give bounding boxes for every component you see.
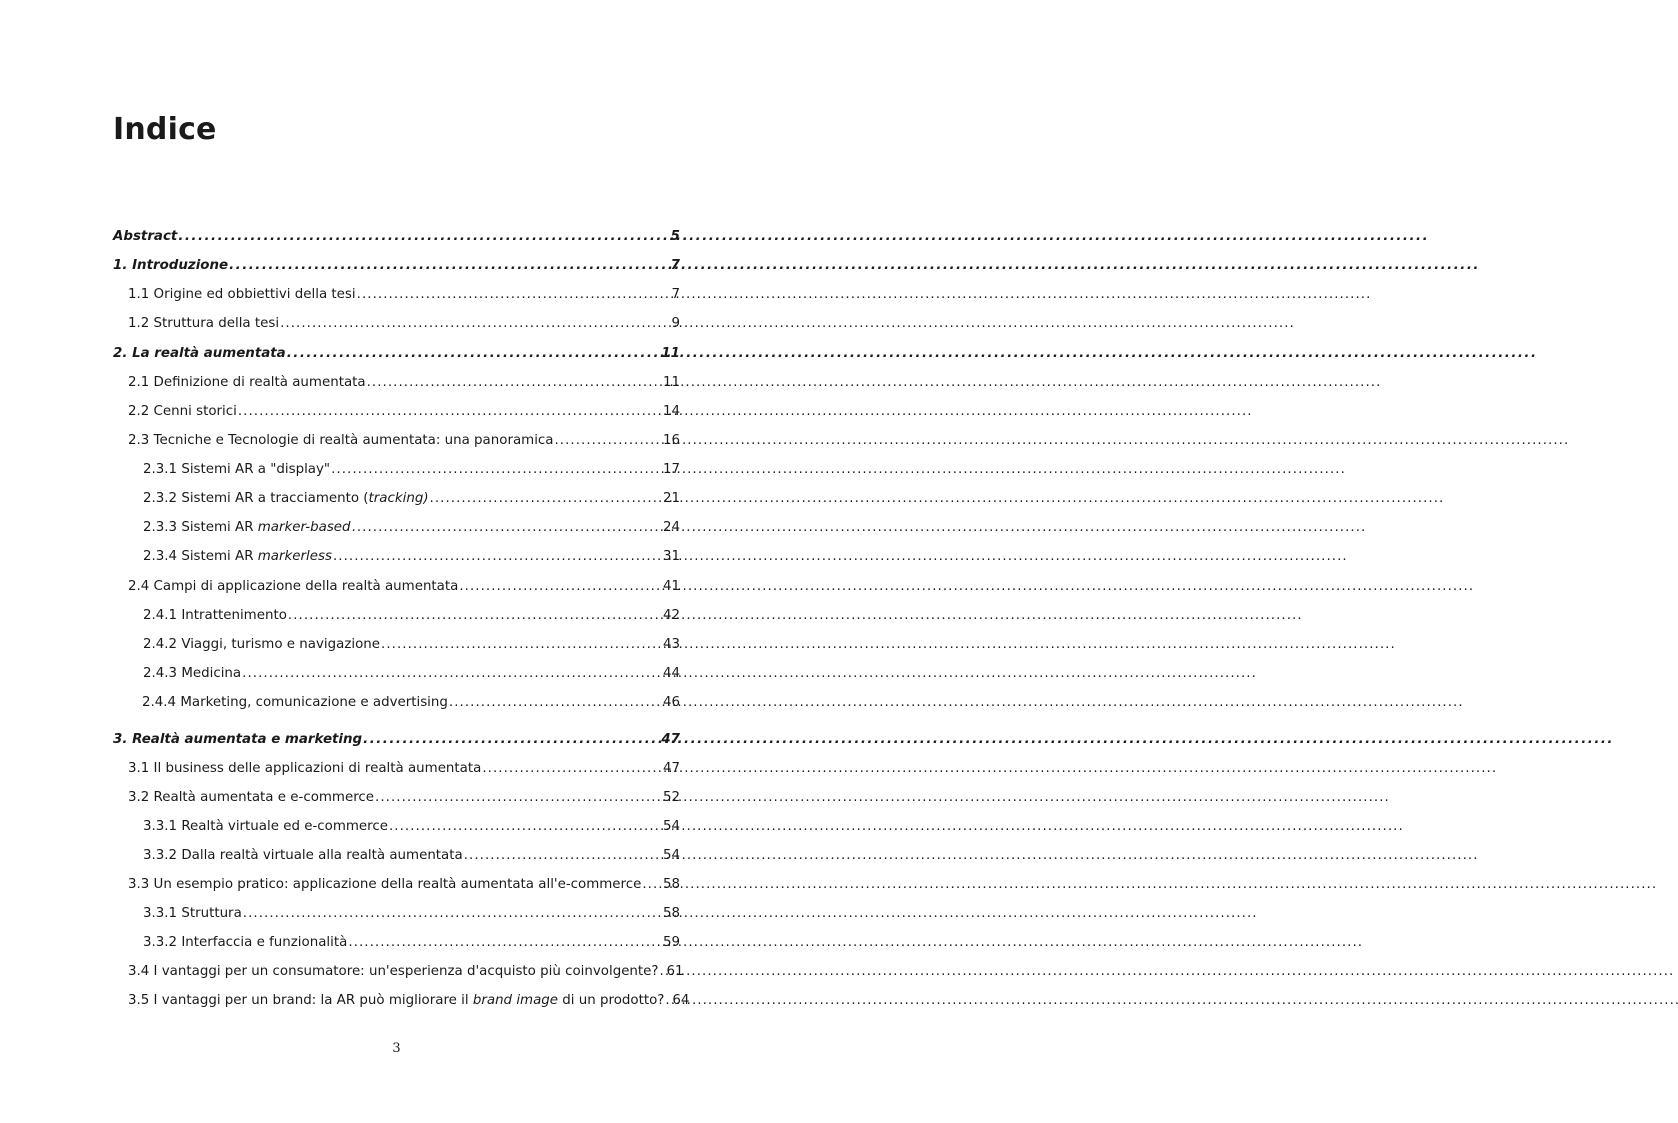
toc-entry-title	[143, 665, 241, 683]
toc-entry[interactable]	[128, 789, 680, 807]
toc-entry-title-text: 3.3.2 Interfaccia e funzionalità	[143, 935, 348, 950]
toc-entry[interactable]	[142, 694, 680, 712]
toc-entry-title	[143, 490, 429, 508]
toc-entry[interactable]	[128, 992, 690, 1010]
toc-entry-page: 14	[662, 404, 680, 419]
toc-entry-title	[143, 519, 351, 537]
toc-entry-title-text: 3.3.1 Realtà virtuale ed e-commerce	[143, 819, 388, 834]
dot-leader	[280, 315, 670, 333]
toc-entry-title-italic: marker-based	[257, 520, 351, 535]
dot-leader	[389, 818, 662, 836]
toc-entry-title	[143, 461, 330, 479]
toc-entry-title	[128, 876, 641, 894]
dot-leader	[367, 374, 662, 392]
toc-entry[interactable]	[143, 847, 680, 865]
toc-entry[interactable]	[128, 876, 680, 894]
toc-entry-title-text: 1.2 Struttura della tesi	[128, 316, 280, 331]
toc-entry[interactable]	[143, 665, 680, 683]
toc-entry[interactable]	[113, 228, 680, 246]
toc-entry-title-text: 2.1 Definizione di realtà aumentata	[128, 375, 366, 390]
toc-entry[interactable]	[128, 286, 680, 304]
toc-entry[interactable]	[143, 548, 680, 566]
toc-entry-page: 47	[661, 732, 680, 747]
toc-entry[interactable]	[128, 432, 680, 450]
toc-entry-title	[143, 934, 347, 952]
toc-entry-title-text: 2.4 Campi di applicazione della realtà aumentata	[128, 579, 459, 594]
dot-leader	[665, 992, 671, 1010]
toc-entry-title	[113, 731, 362, 749]
dot-leader	[554, 432, 661, 450]
dot-leader	[288, 607, 662, 625]
toc-entry[interactable]	[143, 461, 680, 479]
toc-entry-page: 31	[662, 549, 680, 564]
toc-entry-page: 47	[662, 761, 680, 776]
toc-entry-title	[143, 636, 380, 654]
toc-entry[interactable]	[128, 963, 684, 981]
toc-entry[interactable]	[128, 374, 680, 392]
dot-leader	[242, 665, 662, 683]
toc-entry-title-text: 2.4.1 Intrattenimento	[143, 608, 287, 623]
toc-entry-page: 17	[662, 462, 680, 477]
toc-entry[interactable]	[143, 519, 680, 537]
toc-entry[interactable]	[143, 490, 680, 508]
toc-entry[interactable]	[143, 905, 680, 923]
toc-entry-title-italic: brand image	[472, 993, 559, 1008]
dot-leader	[363, 731, 660, 749]
toc-entry-page: 46	[662, 695, 680, 710]
toc-entry-title-text: 2.3.2 Sistemi AR a tracciamento (	[143, 491, 369, 506]
toc-entry-title-text: 2.3.1 Sistemi AR a "display"	[143, 462, 331, 477]
page-number: 3	[392, 1041, 401, 1056]
dot-leader	[464, 847, 662, 865]
toc-entry-title-text: 3.3 Un esempio pratico: applicazione della realtà aumentata all'e-commerce	[128, 877, 642, 892]
toc-entry-title-text: 2.4.3 Medicina	[143, 666, 242, 681]
toc-entry-page: 5	[670, 229, 680, 244]
dot-leader	[352, 519, 662, 537]
toc-entry-title-text: Abstract	[113, 229, 178, 244]
toc-entry-title	[113, 228, 177, 246]
toc-entry[interactable]	[128, 403, 680, 421]
toc-entry-title	[128, 789, 374, 807]
toc-entry[interactable]	[128, 760, 680, 778]
toc-entry[interactable]	[128, 578, 680, 596]
dot-leader	[375, 789, 662, 807]
dot-leader	[331, 461, 662, 479]
dot-leader	[348, 934, 662, 952]
dot-leader	[449, 694, 662, 712]
toc-entry-title-text: 3.2 Realtà aumentata e e-commerce	[128, 790, 375, 805]
page-title: Indice	[113, 112, 217, 147]
toc-entry-page: 58	[662, 877, 680, 892]
toc-entry-title-text: 3. Realtà aumentata e marketing	[113, 732, 363, 747]
toc-entry-title-text: 2.4.4 Marketing, comunicazione e advertising	[142, 695, 448, 710]
toc-entry-title-text: 3.1 Il business delle applicazioni di realtà aumentata	[128, 761, 482, 776]
toc-entry-title	[128, 286, 356, 304]
toc-entry-title-text: 3.5 I vantaggi per un brand: la AR può migliorare il	[128, 993, 473, 1008]
toc-entry-title	[143, 905, 242, 923]
toc-entry-title-text: 3.3.2 Dalla realtà virtuale alla realtà aumentata	[143, 848, 463, 863]
toc-entry-title	[113, 257, 228, 275]
toc-entry[interactable]	[113, 345, 680, 363]
toc-entry-page: 61	[666, 964, 684, 979]
toc-entry-page: 54	[662, 819, 680, 834]
toc-entry-title	[143, 847, 463, 865]
dot-leader	[357, 286, 671, 304]
toc-entry-title	[128, 963, 659, 981]
toc-entry-title-text: 2.2 Cenni storici	[128, 404, 237, 419]
toc-entry-title-text: 2.3.3 Sistemi AR	[143, 520, 258, 535]
toc-entry-title-italic: markerless	[257, 549, 332, 564]
dot-leader	[178, 228, 669, 246]
toc-entry-title	[128, 578, 458, 596]
dot-leader	[381, 636, 662, 654]
toc-entry-page: 52	[662, 790, 680, 805]
toc-entry[interactable]	[143, 636, 680, 654]
toc-entry-page: 59	[662, 935, 680, 950]
toc-entry-title	[113, 345, 286, 363]
toc-entry-title	[128, 992, 664, 1010]
toc-entry-title-text: 2.3.4 Sistemi AR	[143, 549, 258, 564]
toc-entry-title	[128, 315, 279, 333]
toc-entry-page: 11	[662, 375, 680, 390]
toc-entry-title	[143, 818, 388, 836]
toc-entry[interactable]	[143, 607, 680, 625]
dot-leader	[238, 403, 662, 421]
dot-leader	[287, 345, 661, 363]
toc-entry-page: 41	[662, 579, 680, 594]
toc-entry-page: 58	[662, 906, 680, 921]
toc-entry-page: 42	[662, 608, 680, 623]
dot-leader	[660, 963, 666, 981]
toc-entry-title	[128, 760, 481, 778]
toc-entry-page: 43	[662, 637, 680, 652]
toc-entry[interactable]	[143, 934, 680, 952]
toc-entry-title	[143, 548, 332, 566]
toc-entry[interactable]	[143, 818, 680, 836]
dot-leader	[482, 760, 662, 778]
toc-entry-page: 64	[672, 993, 690, 1008]
toc-entry[interactable]	[113, 731, 680, 749]
dot-leader	[459, 578, 662, 596]
toc-entry-page: 9	[671, 316, 680, 331]
toc-entry-title	[142, 694, 448, 712]
toc-entry-title-text: 2. La realtà aumentata	[113, 346, 286, 361]
toc-entry-title-text: 3.3.1 Struttura	[143, 906, 242, 921]
toc-entry-title	[143, 607, 287, 625]
toc-entry-title-text: 1.1 Origine ed obbiettivi della tesi	[128, 287, 356, 302]
toc-entry-title-text: 3.4 I vantaggi per un consumatore: un'esperienza d'acquisto più coinvolgente?	[128, 964, 659, 979]
toc-entry-title-text: 1. Introduzione	[113, 258, 229, 273]
toc-entry-page: 16	[662, 433, 680, 448]
dot-leader	[333, 548, 662, 566]
toc-entry-title	[128, 374, 366, 392]
toc-entry-page: 44	[662, 666, 680, 681]
toc-entry-title-text: 2.3 Tecniche e Tecnologie di realtà aumentata: una panoramica	[128, 433, 554, 448]
toc-entry[interactable]	[128, 315, 680, 333]
toc-entry-title	[128, 432, 553, 450]
dot-leader	[243, 905, 662, 923]
toc-entry-page: 24	[662, 520, 680, 535]
toc-entry-page: 54	[662, 848, 680, 863]
toc-entry-title	[128, 403, 237, 421]
dot-leader	[229, 257, 670, 275]
toc-entry-title-suffix: di un prodotto?	[558, 993, 665, 1008]
toc-entry-page: 21	[662, 491, 680, 506]
dot-leader	[430, 490, 662, 508]
toc-entry-title-text: 2.4.2 Viaggi, turismo e navigazione	[143, 637, 380, 652]
toc-entry-page: 11	[661, 346, 680, 361]
toc-entry-page: 7	[670, 258, 680, 273]
dot-leader	[642, 876, 662, 894]
toc-entry[interactable]	[113, 257, 680, 275]
toc-entry-title-italic: tracking)	[368, 491, 429, 506]
toc-entry-page: 7	[671, 287, 680, 302]
